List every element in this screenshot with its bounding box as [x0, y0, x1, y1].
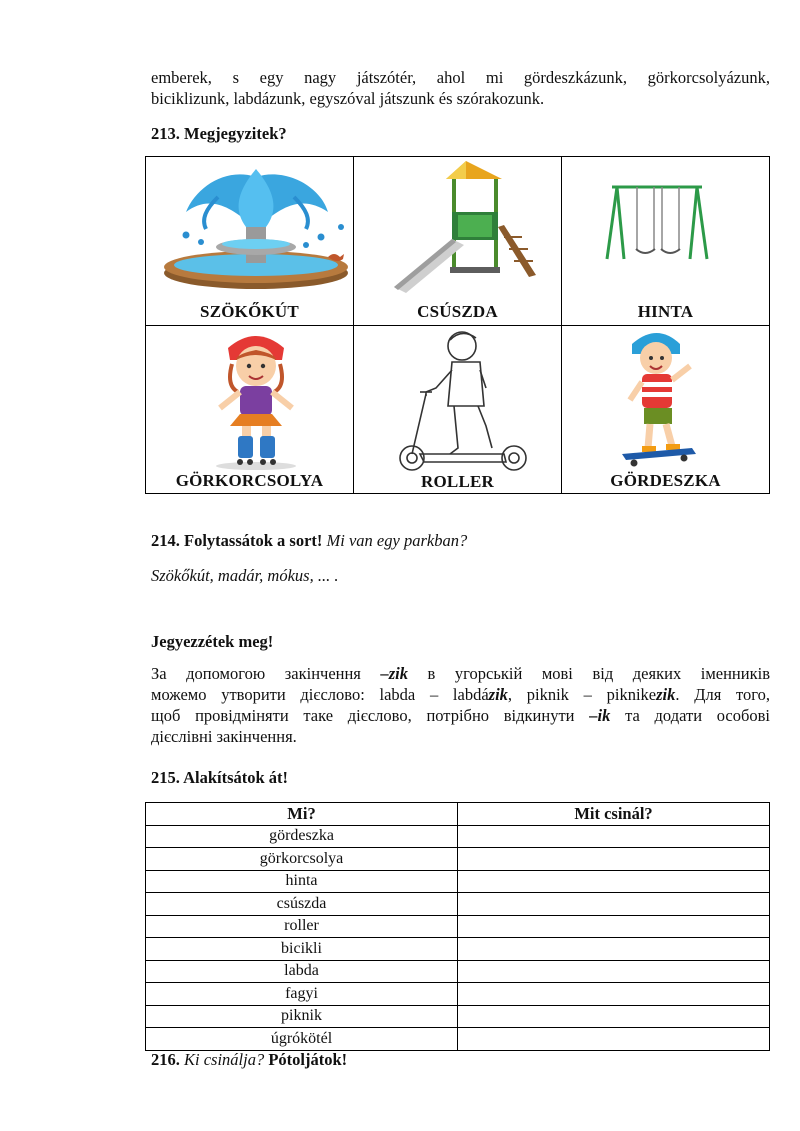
table-row [146, 938, 770, 961]
picture-label: CSÚSZDA [417, 302, 498, 321]
table-row [146, 848, 770, 871]
roller-skating-girl-icon [146, 326, 363, 471]
exercise-214-title: 214. Folytassátok a sort! [151, 531, 323, 550]
slide-icon [354, 157, 573, 302]
note-paragraph [151, 663, 770, 747]
noun-cell: bicikli [146, 938, 458, 961]
noun-cell: úgrókötél [146, 1028, 458, 1051]
intro-line-1: emberek, s egy nagy játszótér, ahol mi gördeszkázunk, görkorcsolyázunk, [151, 68, 770, 87]
answer-cell[interactable] [458, 1028, 770, 1051]
answer-cell[interactable] [458, 915, 770, 938]
answer-cell[interactable] [458, 893, 770, 916]
answer-cell[interactable] [458, 960, 770, 983]
skateboard-boy-icon [562, 326, 749, 471]
picture-cell-slide [354, 157, 562, 326]
picture-grid [145, 156, 770, 494]
table-row [146, 870, 770, 893]
noun-cell: gördeszka [146, 825, 458, 848]
exercise-215-title: 215. Alakítsátok át! [151, 768, 289, 787]
picture-cell-swing [562, 157, 770, 326]
exercise-214-question: Mi van egy parkban? [326, 531, 468, 550]
picture-cell-roller-skating [146, 325, 354, 494]
picture-label: ROLLER [421, 471, 494, 491]
note-line-3: щоб провідміняти таке дієслово, потрібно відкинути –ik та додати особові [151, 706, 771, 725]
exercise-216-instruction: Pótoljátok! [268, 1050, 348, 1069]
exercise-216-question: Ki csinálja? [184, 1050, 265, 1069]
column-header-mit-csinal: Mit csinál? [458, 803, 770, 826]
exercise-214-answer: Szökőkút, madár, mókus, ... . [151, 566, 339, 585]
noun-cell: labda [146, 960, 458, 983]
table-row [146, 893, 770, 916]
fountain-icon [146, 157, 363, 297]
conversion-table [145, 802, 770, 1051]
column-header-mi: Mi? [146, 803, 458, 826]
picture-cell-fountain [146, 157, 354, 326]
noun-cell: hinta [146, 870, 458, 893]
noun-cell: görkorcsolya [146, 848, 458, 871]
table-row [146, 983, 770, 1006]
intro-line-2: biciklizunk, labdázunk, egyszóval játszunk és szórakozunk. [151, 89, 545, 108]
exercise-213-title: 213. Megjegyzitek? [151, 124, 287, 143]
swing-icon [562, 157, 749, 302]
table-row [146, 960, 770, 983]
picture-label: GÖRKORCSOLYA [175, 470, 324, 490]
scooter-boy-icon [354, 326, 573, 476]
note-line-2: можемо утворити дієслово: labda – labdázik, piknik – piknikezik. Для того, [151, 685, 770, 704]
table-row [146, 1028, 770, 1051]
note-line-1: За допомогою закінчення –zik в угорській мові від деяких іменників [151, 664, 770, 683]
answer-cell[interactable] [458, 848, 770, 871]
picture-label: GÖRDESZKA [610, 470, 721, 490]
intro-paragraph [151, 67, 770, 109]
note-title: Jegyezzétek meg! [151, 632, 274, 651]
table-row [146, 915, 770, 938]
answer-cell[interactable] [458, 1005, 770, 1028]
noun-cell: piknik [146, 1005, 458, 1028]
picture-label: SZÖKŐKÚT [200, 302, 299, 321]
picture-cell-scooter [354, 325, 562, 494]
noun-cell: roller [146, 915, 458, 938]
answer-cell[interactable] [458, 825, 770, 848]
noun-cell: fagyi [146, 983, 458, 1006]
answer-cell[interactable] [458, 870, 770, 893]
picture-cell-skateboard [562, 325, 770, 494]
table-row [146, 825, 770, 848]
exercise-216-heading [151, 1050, 347, 1070]
answer-cell[interactable] [458, 938, 770, 961]
exercise-214-heading [151, 531, 467, 551]
picture-label: HINTA [637, 302, 694, 321]
table-row [146, 1005, 770, 1028]
note-line-4: дієслівні закінчення. [151, 727, 297, 746]
exercise-216-number: 216. [151, 1050, 180, 1069]
answer-cell[interactable] [458, 983, 770, 1006]
noun-cell: csúszda [146, 893, 458, 916]
